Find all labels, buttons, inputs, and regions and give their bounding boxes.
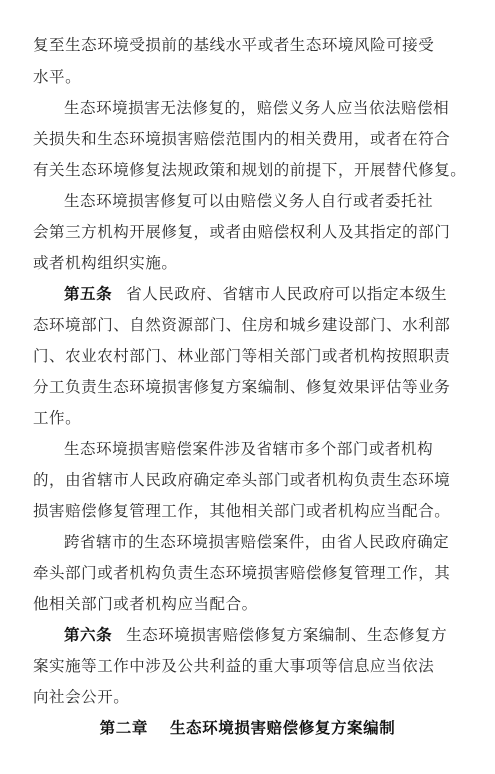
paragraph-line: 或者机构组织实施。 <box>33 254 178 272</box>
paragraph-line: 关损失和生态环境损害赔偿范围内的相关费用，或者在符合 <box>33 130 451 148</box>
chapter-title: 生态环境损害赔偿修复方案编制 <box>169 719 396 737</box>
paragraph-line: 水平。 <box>33 68 82 86</box>
paragraph-line: 有关生态环境修复法规政策和规划的前提下，开展替代修复。 <box>33 161 467 179</box>
paragraph-line: 复至生态环境受损前的基线水平或者生态环境风险可接受 <box>33 36 435 54</box>
paragraph-line: 的，由省辖市人民政府确定牵头部门或者机构负责生态环境 <box>33 471 451 489</box>
article-first-line <box>64 279 465 309</box>
paragraph-line: 省人民政府、省辖市人民政府可以指定本级生 <box>126 285 448 303</box>
paragraph-line: 生态环境损害赔偿修复方案编制、生态修复方 <box>126 626 448 644</box>
chapter-number: 第二章 <box>99 719 148 737</box>
paragraph-line: 生态环境损害无法修复的，赔偿义务人应当依法赔偿相 <box>64 99 450 117</box>
paragraph-line: 分工负责生态环境损害修复方案编制、修复效果评估等业务 <box>33 378 451 396</box>
paragraph-line: 损害赔偿修复管理工作，其他相关部门或者机构应当配合。 <box>33 502 451 520</box>
paragraph-line: 跨省辖市的生态环境损害赔偿案件，由省人民政府确定 <box>64 533 450 551</box>
paragraph-line: 牵头部门或者机构负责生态环境损害赔偿修复管理工作，其 <box>33 564 451 582</box>
paragraph-line: 案实施等工作中涉及公共利益的重大事项等信息应当依法 <box>33 657 435 675</box>
paragraph-line: 生态环境损害修复可以由赔偿义务人自行或者委托社 <box>64 192 434 210</box>
paragraph-line: 工作。 <box>33 409 82 427</box>
paragraph-line: 会第三方机构开展修复，或者由赔偿权利人及其指定的部门 <box>33 223 451 241</box>
chapter-heading <box>0 713 495 743</box>
article-heading: 第五条 <box>64 284 113 303</box>
paragraph-line: 向社会公开。 <box>33 688 130 706</box>
article-first-line <box>64 620 465 650</box>
paragraph-line: 门、农业农村部门、林业部门等相关部门或者机构按照职责 <box>33 347 451 365</box>
article-heading: 第六条 <box>64 625 113 644</box>
paragraph-line: 他相关部门或者机构应当配合。 <box>33 595 258 613</box>
paragraph-line: 生态环境损害赔偿案件涉及省辖市多个部门或者机构 <box>64 440 434 458</box>
paragraph-line: 态环境部门、自然资源部门、住房和城乡建设部门、水利部 <box>33 316 451 334</box>
